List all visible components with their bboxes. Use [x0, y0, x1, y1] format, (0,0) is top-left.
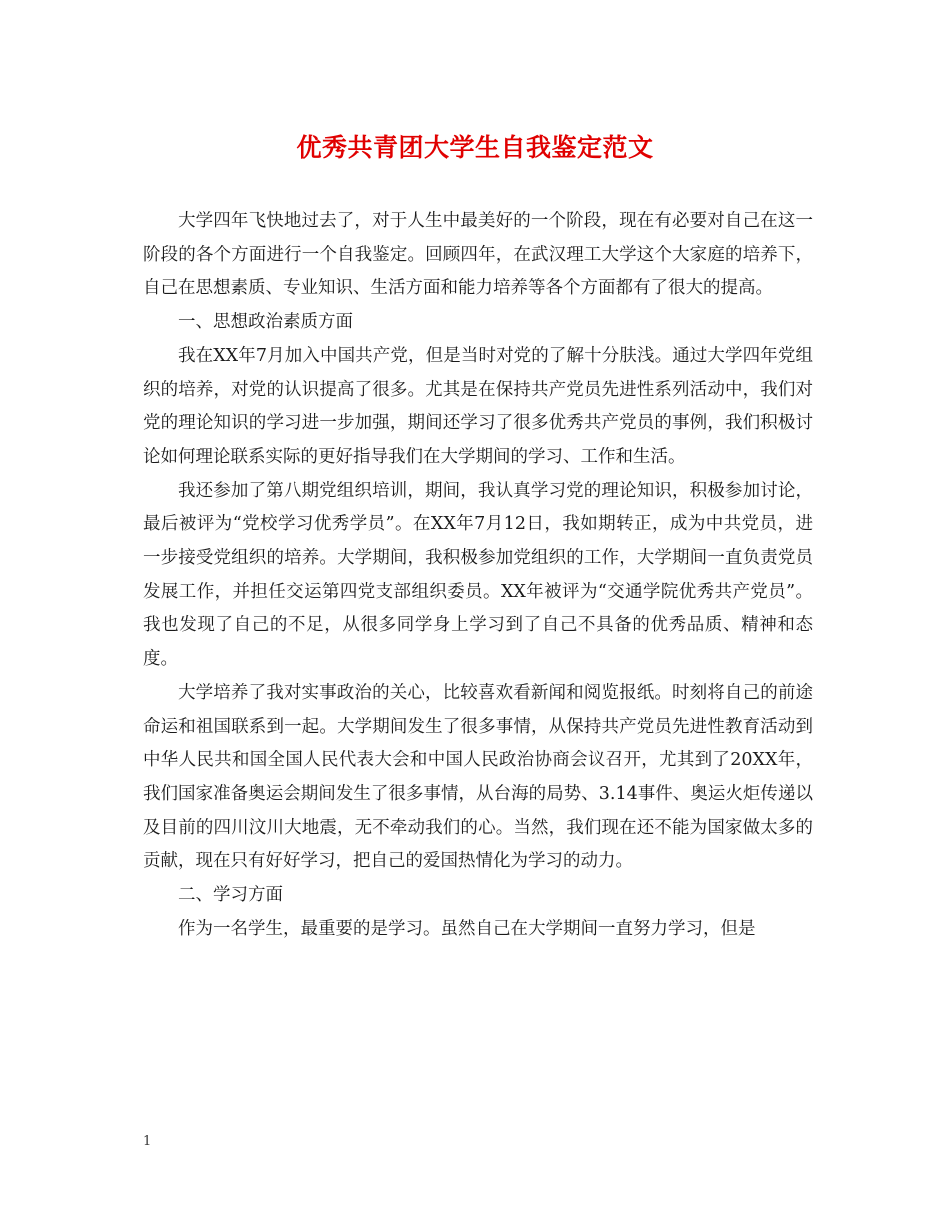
document-body	[143, 205, 813, 946]
paragraph-party-training: 我还参加了第八期党组织培训，期间，我认真学习党的理论知识，积极参加讨论，最后被评为“党校学习优秀学员”。在XX年7月12日，我如期转正，成为中共党员，进一步接受党组织的培养。大学期间，我积极参加党组织的工作，大学期间一直负责党员发展工作，并担任交运第四党支部组织委员。XX年被评为“交通学院优秀共产党员”。我也发现了自己的不足，从很多同学身上学习到了自己不具备的优秀品质、精神和态度。	[143, 480, 813, 670]
section-heading-study: 二、学习方面	[178, 885, 283, 906]
document-title: 优秀共青团大学生自我鉴定范文	[296, 133, 654, 162]
paragraph-party-joining: 我在XX年7月加入中国共产党，但是当时对党的了解十分肤浅。通过大学四年党组织的培养，对党的认识提高了很多。尤其是在保持共产党员先进性系列活动中，我们对党的理论知识的学习进一步加强，期间还学习了很多优秀共产党员的事例，我们积极讨论如何理论联系实际的更好指导我们在大学期间的学习、工作和生活。	[143, 345, 813, 467]
page-number: 1	[143, 1134, 152, 1149]
paragraph-study: 作为一名学生，最重要的是学习。虽然自己在大学期间一直努力学习，但是	[178, 918, 756, 939]
paragraph-current-affairs: 大学培养了我对实事政治的关心，比较喜欢看新闻和阅览报纸。时刻将自己的前途命运和祖国联系到一起。大学期间发生了很多事情，从保持共产党员先进性教育活动到中华人民共和国全国人民代表大会和中国人民政治协商会议召开，尤其到了20XX年，我们国家准备奥运会期间发生了很多事情，从台海的局势、3.14事件、奥运火炬传递以及目前的四川汶川大地震，无不牵动我们的心。当然，我们现在还不能为国家做太多的贡献，现在只有好好学习，把自己的爱国热情化为学习的动力。	[143, 682, 813, 872]
paragraph-intro: 大学四年飞快地过去了，对于人生中最美好的一个阶段，现在有必要对自己在这一阶段的各个方面进行一个自我鉴定。回顾四年，在武汉理工大学这个大家庭的培养下，自己在思想素质、专业知识、生活方面和能力培养等各个方面都有了很大的提高。	[143, 211, 813, 299]
section-heading-political: 一、思想政治素质方面	[178, 312, 353, 333]
